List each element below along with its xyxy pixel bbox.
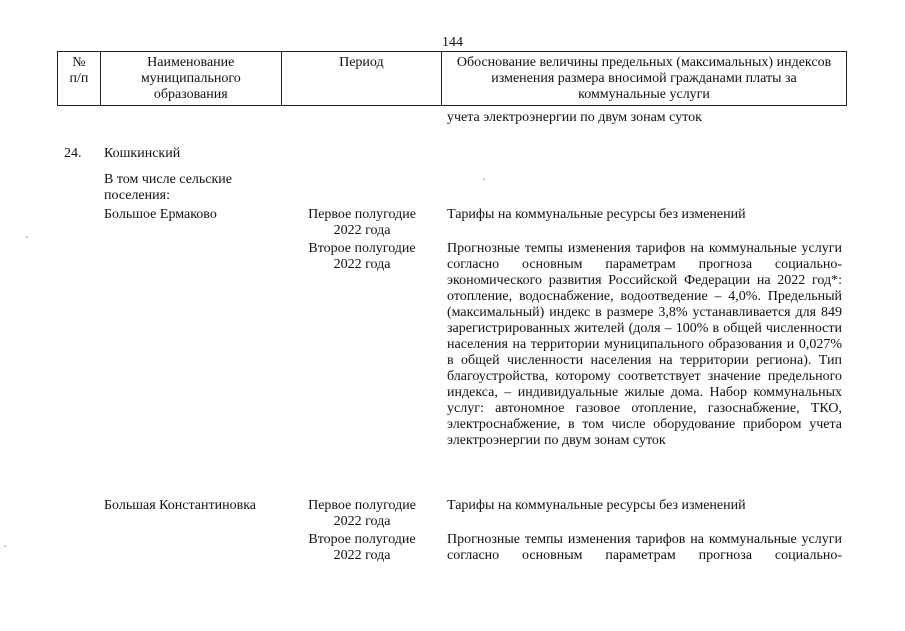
- basis-cell: Тарифы на коммунальные ресурсы без изменений: [447, 498, 746, 513]
- district-subheading: В том числе сельские поселения:: [104, 172, 233, 203]
- table-header: [57, 51, 847, 106]
- district-name: Кошкинский: [104, 146, 181, 161]
- settlement-name: Большая Константиновка: [104, 498, 257, 513]
- header-number-cell: № п/п: [58, 52, 101, 106]
- period-cell: Первое полугодие 2022 года: [308, 498, 416, 529]
- period-cell: Второе полугодие 2022 года: [308, 241, 416, 272]
- header-period-cell: Период: [281, 52, 441, 106]
- basis-cell: Тарифы на коммунальные ресурсы без изменений: [447, 207, 746, 222]
- header-basis-cell: Обоснование величины предельных (максимальных) индексов изменения размера вносимой гражданами платы за коммунальные услуги: [442, 52, 847, 106]
- period-cell: Первое полугодие 2022 года: [308, 207, 416, 238]
- continuation-text: учета электроэнергии по двум зонам суток: [447, 110, 702, 125]
- scan-speck: [483, 178, 485, 180]
- scan-speck: [4, 545, 6, 547]
- basis-cell: Прогнозные темпы изменения тарифов на коммунальные услуги согласно основным параметрам прогноза социально-экономического развития Российской Федерации на 2022 год*: отопление, водоснабжение, водоотведение – 4,0%. Предельный (максимальный) индекс в размере 3,8% устанавливается для 849 зарегистрированных жителей (доля – 100% в общей численности населения на территории муниципального образования и 0,027% в общей численности населения на территории региона). Тип благоустройства, которому соответствует значение предельного индекса, – индивидуальные жилые дома. Набор коммунальных услуг: автономное газовое отопление, газоснабжение, ТКО, электроснабжение, в том числе оборудование прибором учета электроэнергии по двум зонам суток: [447, 241, 842, 448]
- district-number: 24.: [64, 146, 82, 161]
- page-number: 144: [442, 35, 463, 50]
- basis-cell: Прогнозные темпы изменения тарифов на коммунальные услуги согласно основным параметрам прогноза социально-: [447, 532, 842, 563]
- scan-speck: [26, 236, 28, 238]
- settlement-name: Большое Ермаково: [104, 207, 217, 222]
- period-cell: Второе полугодие 2022 года: [308, 532, 416, 563]
- header-name-cell: Наименование муниципального образования: [100, 52, 281, 106]
